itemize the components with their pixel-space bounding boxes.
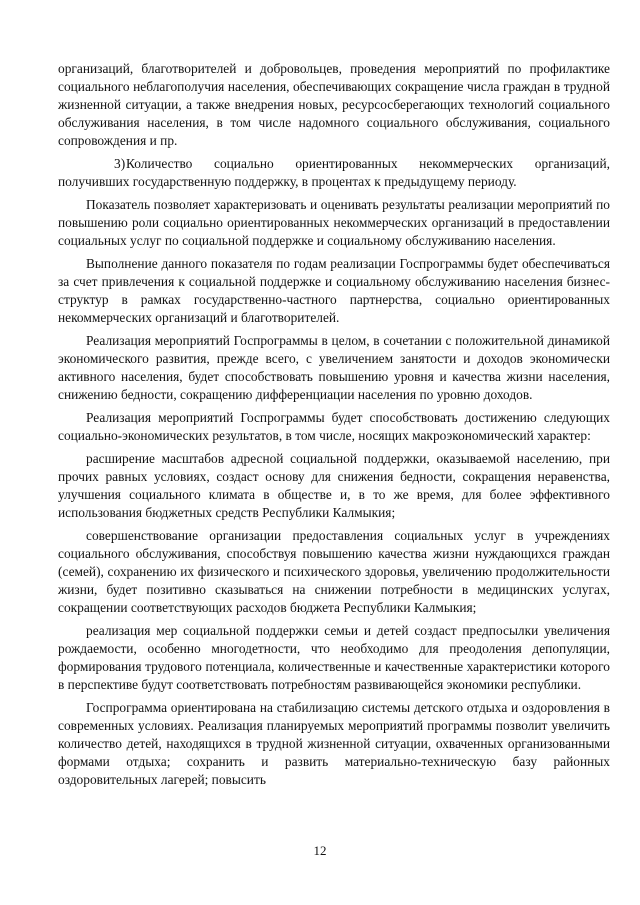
paragraph-children-rest: Госпрограмма ориентирована на стабилизацию системы детского отдыха и оздоровления в современных условиях. Реализация планируемых мероприятий программы позволит увеличить количество детей, находящихся в трудной жизненной ситуации, охваченных организованными формами отдыха; сохранить и развить материально-техническую базу районных оздоровительных лагерей; повысить	[58, 700, 610, 787]
paragraph-continuation: организаций, благотворителей и добровольцев, проведения мероприятий по профилактике социального неблагополучия населения, обеспечивающих сокращение числа граждан в трудной жизненной ситуации, а также внедрения новых, ресурсосберегающих технологий социального обслуживания населения, в том числе надомного социального обслуживания, социального сопровождения и пр.	[58, 61, 610, 148]
page-number: 12	[313, 843, 327, 858]
paragraph-results-intro: Реализация мероприятий Госпрограммы будет способствовать достижению следующих социально-экономических результатов, в том числе, носящих макроэкономический характер:	[58, 410, 610, 443]
paragraph-program-overall: Реализация мероприятий Госпрограммы в целом, в сочетании с положительной динамикой экономического развития, прежде всего, с увеличением занятости и доходов экономически активного населения, будет способствовать повышению уровня и качества жизни населения, снижению бедности, сокращению дифференциации населения по уровню доходов.	[58, 333, 610, 402]
paragraph-indicator-description: Показатель позволяет характеризовать и оценивать результаты реализации мероприятий по повышению роли социально ориентированных некоммерческих организаций в предоставлении социальных услуг по социальной поддержке и социальному обслуживанию населения.	[58, 197, 610, 248]
paragraph-result-support: расширение масштабов адресной социальной поддержки, оказываемой населению, при прочих равных условиях, создаст основу для снижения бедности, сокращения неравенства, улучшения социального климата в обществе и, в то же время, для более эффективного использования бюджетных средств Республики Калмыкия;	[58, 451, 610, 520]
paragraph-indicator-execution: Выполнение данного показателя по годам реализации Госпрограммы будет обеспечиваться за счет привлечения к социальной поддержке и социальному обслуживанию населения бизнес-структур в рамках государственно-частного партнерства, социально ориентированных некоммерческих организаций и благотворителей.	[58, 256, 610, 325]
indicator-item-3	[58, 155, 610, 191]
paragraph-result-services: совершенствование организации предоставления социальных услуг в учреждениях социального обслуживания, способствуя повышению качества жизни нуждающихся граждан (семей), сохранению их физического и психического здоровья, увеличению продолжительности жизни, будет позитивно сказываться на снижении потребности в медицинских услугах, сокращении соответствующих расходов бюджета Республики Калмыкия;	[58, 528, 610, 615]
indicator-item-text: Количество социально ориентированных некоммерческих организаций, получивших государственную поддержку, в процентах к предыдущему периоду.	[58, 156, 610, 189]
document-page	[58, 60, 610, 794]
indicator-item-number: 3)	[114, 156, 126, 171]
paragraph-result-family: реализация мер социальной поддержки семьи и детей создаст предпосылки увеличения рождаемости, особенно многодетности, что необходимо для преодоления депопуляции, формирования трудового потенциала, количественные и качественные характеристики которого в перспективе будут соответствовать потребностям развивающейся экономики республики.	[58, 623, 610, 692]
